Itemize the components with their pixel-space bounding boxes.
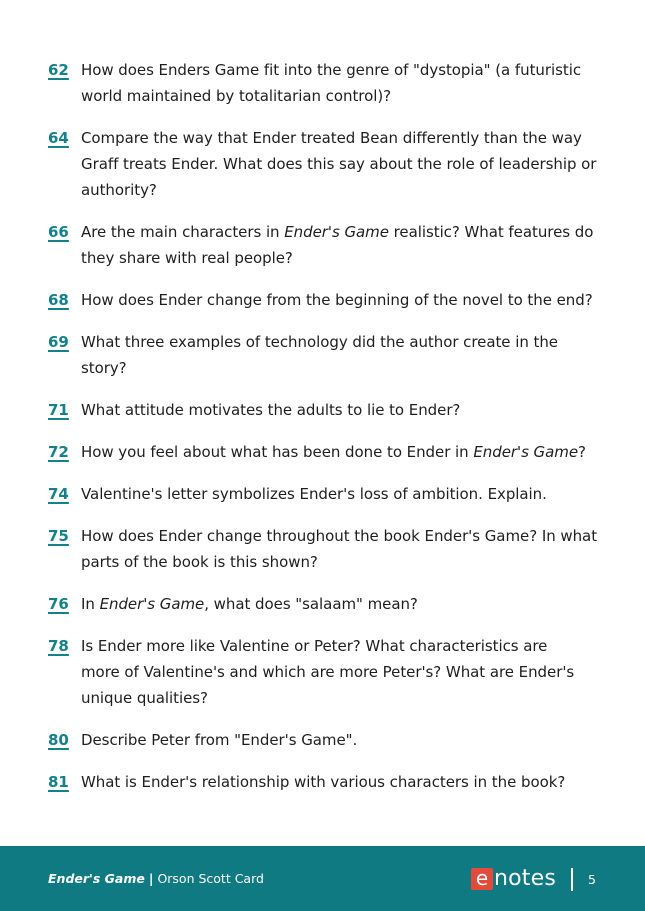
question-item [48,769,608,795]
question-text: What attitude motivates the adults to lie to Ender? [81,401,461,419]
question-text: Compare the way that Ender treated Bean differently than the way Graff treats Ender. What does this say about the role of leadership or authority? [81,129,597,199]
footer-title [48,871,264,886]
question-link[interactable]: 66 [48,223,69,241]
question-item [48,219,608,271]
question-text: Describe Peter from "Ender's Game". [81,731,358,749]
title-separator: | [148,871,154,886]
question-item [48,439,608,465]
question-link[interactable]: 71 [48,401,69,419]
question-link[interactable]: 80 [48,731,69,749]
question-item [48,481,608,507]
question-text: Is Ender more like Valentine or Peter? What characteristics are more of Valentine's and which are more Peter's? What are Ender's unique qualities? [81,637,575,707]
question-link[interactable]: 75 [48,527,69,545]
question-link[interactable]: 78 [48,637,69,655]
question-item [48,397,608,423]
question-text: How does Ender change throughout the book Ender's Game? In what parts of the book is this shown? [81,527,598,571]
question-text: Are the main characters in Ender's Game realistic? What features do they share with real people? [81,223,594,267]
question-link[interactable]: 81 [48,773,69,791]
question-text: Valentine's letter symbolizes Ender's loss of ambition. Explain. [81,485,547,503]
author-name: Orson Scott Card [157,871,264,886]
question-text: How you feel about what has been done to Ender in Ender's Game? [81,443,586,461]
question-text: What is Ender's relationship with various characters in the book? [81,773,566,791]
question-text: In Ender's Game, what does "salaam" mean? [81,595,418,613]
enotes-logo[interactable] [471,868,556,890]
page-footer [0,846,645,911]
logo-e-mark: e [471,868,493,890]
question-link[interactable]: 62 [48,61,69,79]
question-text: What three examples of technology did the author create in the story? [81,333,558,377]
question-link[interactable]: 72 [48,443,69,461]
question-text: How does Ender change from the beginning of the novel to the end? [81,291,593,309]
question-item [48,727,608,753]
question-item [48,287,608,313]
logo-wordmark: notes [494,866,557,891]
question-link[interactable]: 64 [48,129,69,147]
question-link[interactable]: 74 [48,485,69,503]
question-link[interactable]: 68 [48,291,69,309]
question-item [48,329,608,381]
question-text: How does Enders Game fit into the genre of "dystopia" (a futuristic world maintained by totalitarian control)? [81,61,582,105]
question-link[interactable]: 69 [48,333,69,351]
question-item [48,125,608,203]
question-item [48,523,608,575]
page-number: 5 [588,872,596,887]
footer-divider [571,868,573,891]
book-title: Ender's Game [48,871,145,886]
question-item [48,591,608,617]
question-link[interactable]: 76 [48,595,69,613]
question-item [48,57,608,109]
question-item [48,633,608,711]
